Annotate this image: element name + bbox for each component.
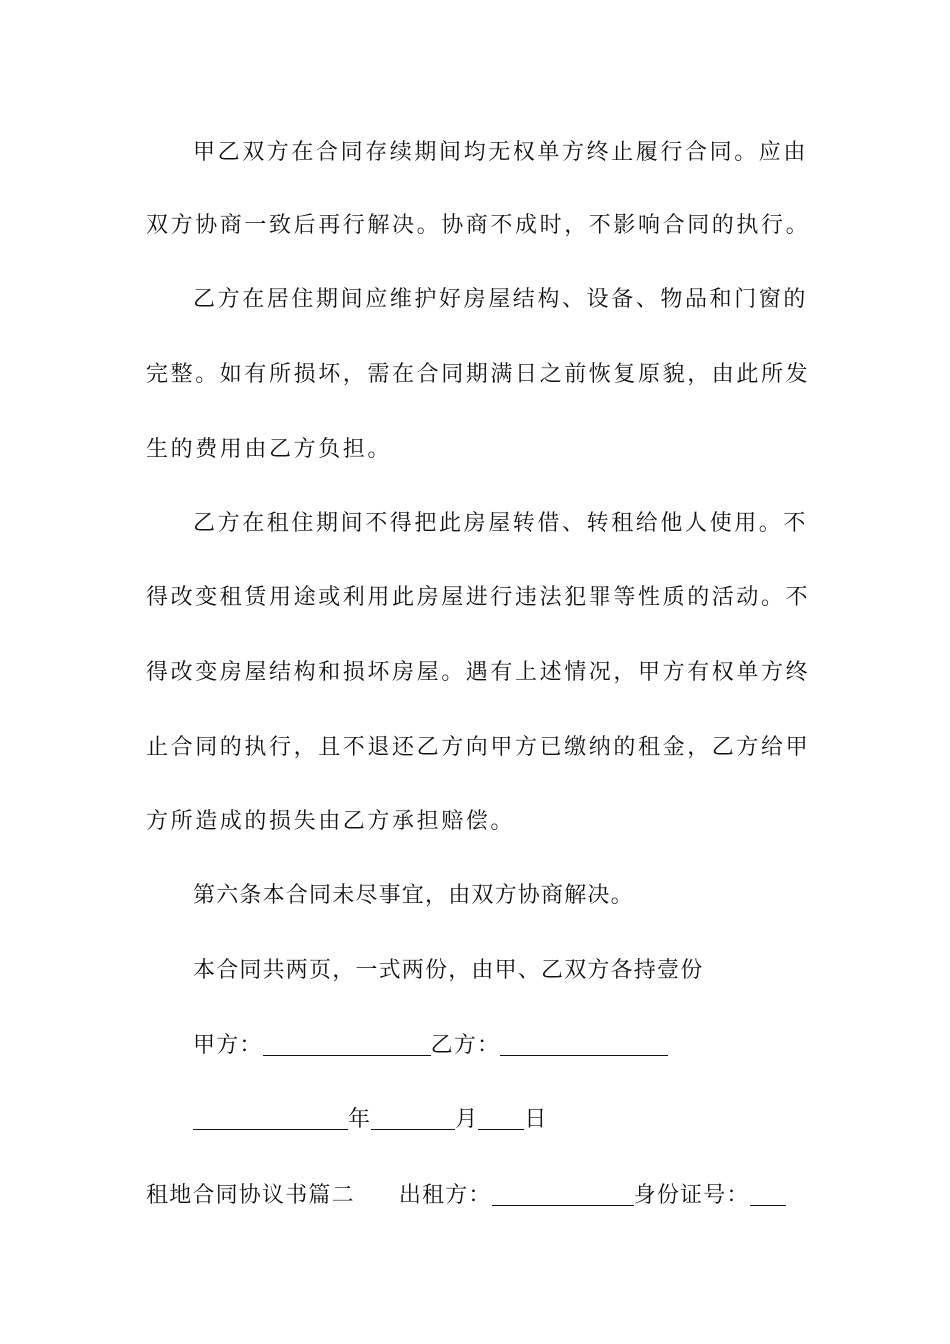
paragraph-2-line-2: 完整。如有所损坏，需在合同期满日之前恢复原貌，由此所发 [146,362,811,387]
day-blank[interactable] [478,1109,524,1130]
signature-parties [193,1031,806,1061]
section-heading: 租地合同协议书篇二 [146,1183,355,1208]
article-six: 第六条本合同未尽事宜，由双方协商解决。 [193,883,634,908]
copies-statement: 本合同共两页，一式两份，由甲、乙双方各持壹份 [193,958,704,983]
paragraph-3-line-2: 得改变租赁用途或利用此房屋进行违法犯罪等性质的活动。不 [146,585,811,610]
lessor-label: 出租方： [398,1183,492,1208]
paragraph-2-line-3: 生的费用由乙方负担。 [146,437,393,462]
lessor-blank[interactable] [492,1185,634,1206]
party-b-blank[interactable] [500,1035,668,1056]
signature-date [193,1105,806,1135]
id-number-blank[interactable] [750,1185,786,1206]
paragraph-1-line-1: 甲乙双方在合同存续期间均无权单方终止履行合同。应由 [193,140,809,165]
section-two-line [146,1181,806,1211]
paragraph-3-line-1: 乙方在租住期间不得把此房屋转借、转租给他人使用。不 [193,511,809,536]
paragraph-3-line-5: 方所造成的损失由乙方承担赔偿。 [146,809,516,834]
year-blank[interactable] [193,1109,348,1130]
day-label: 日 [524,1107,548,1132]
month-blank[interactable] [371,1109,455,1130]
month-label: 月 [455,1107,479,1132]
party-a-blank[interactable] [263,1035,431,1056]
party-a-label: 甲方： [193,1033,263,1058]
paragraph-3-line-4: 止合同的执行，且不退还乙方向甲方已缴纳的租金，乙方给甲 [146,735,811,760]
paragraph-3-line-3: 得改变房屋结构和损坏房屋。遇有上述情况，甲方有权单方终 [146,660,811,685]
party-b-label: 乙方： [430,1033,501,1058]
id-number-label: 身份证号： [633,1183,750,1208]
year-label: 年 [348,1107,372,1132]
paragraph-2-line-1: 乙方在居住期间应维护好房屋结构、设备、物品和门窗的 [193,287,809,312]
paragraph-1-line-2: 双方协商一致后再行解决。协商不成时，不影响合同的执行。 [146,213,811,238]
